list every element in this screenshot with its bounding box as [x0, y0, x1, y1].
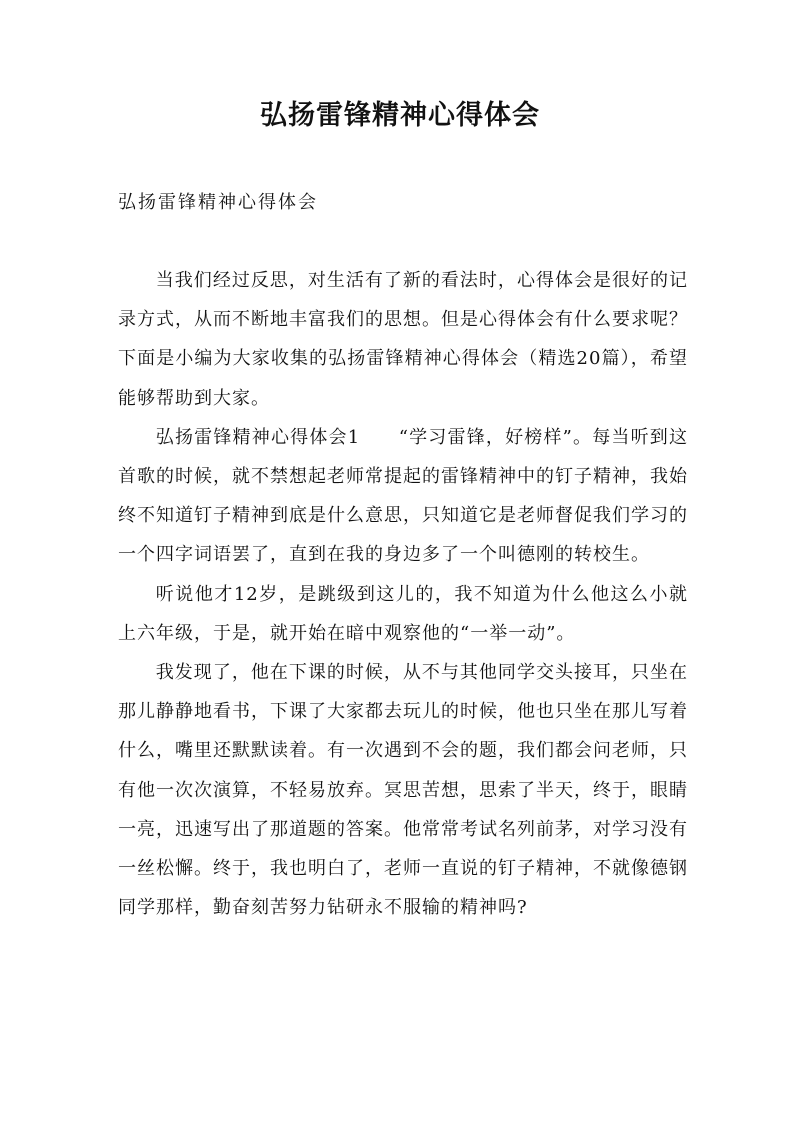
paragraph: 弘扬雷锋精神心得体会1 “学习雷锋，好榜样”。每当听到这首歌的时候，就不禁想起老师常提起的雷锋精神中的钉子精神，我始终不知道钉子精神到底是什么意思，只知道它是老师督促我们学习的一个四字词语罢了，直到在我的身边多了一个叫德刚的转校生。	[118, 426, 688, 566]
document-body	[118, 261, 688, 927]
document-title: 弘扬雷锋精神心得体会	[260, 100, 540, 131]
paragraph: 我发现了，他在下课的时候，从不与其他同学交头接耳，只坐在那儿静静地看书，下课了大家都去玩儿的时候，他也只坐在那儿写着什么，嘴里还默默读着。有一次遇到不会的题，我们都会问老师，只有他一次次演算，不轻易放弃。冥思苦想，思索了半天，终于，眼睛一亮，迅速写出了那道题的答案。他常常考试名列前茅，对学习没有一丝松懈。终于，我也明白了，老师一直说的钉子精神，不就像德钢同学那样，勤奋刻苦努力钻研永不服输的精神吗?	[118, 662, 688, 919]
document-subtitle: 弘扬雷锋精神心得体会	[118, 192, 318, 213]
paragraph: 听说他才12岁，是跳级到这儿的，我不知道为什么他这么小就上六年级，于是，就开始在暗中观察他的“一举一动”。	[118, 583, 688, 644]
paragraph: 当我们经过反思，对生活有了新的看法时，心得体会是很好的记录方式，从而不断地丰富我们的思想。但是心得体会有什么要求呢？下面是小编为大家收集的弘扬雷锋精神心得体会（精选20篇），希望能够帮助到大家。	[118, 270, 688, 409]
